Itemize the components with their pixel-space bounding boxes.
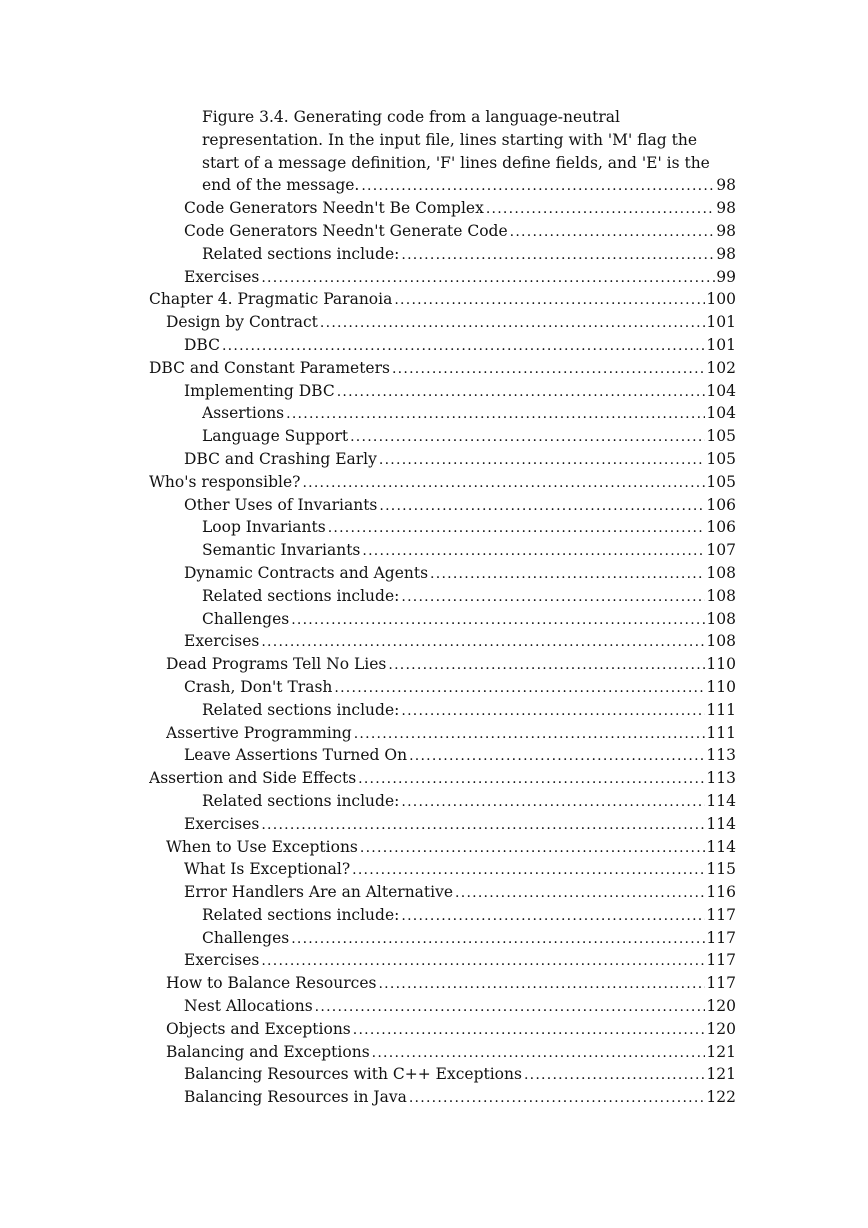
dot-leader [455,882,705,904]
toc-entry-label: Dead Programs Tell No Lies [166,655,387,674]
toc-entry-label: Other Uses of Invariants [184,495,378,514]
toc-entry-label: Exercises [184,632,260,651]
toc-entry[interactable] [202,585,736,608]
toc-entry-page: 114 [706,791,736,810]
dot-leader [401,586,705,608]
toc-entry[interactable] [202,927,736,950]
toc-entry-label: Balancing Resources with C++ Exceptions [184,1065,522,1084]
toc-entry-label: How to Balance Resources [166,974,377,993]
toc-entry[interactable] [166,1041,736,1064]
toc-entry-page: 121 [706,1042,736,1061]
toc-entry-page: 121 [706,1065,736,1084]
dot-leader [388,654,705,676]
toc-entry-label: Implementing DBC [184,381,335,400]
dot-leader [401,791,705,813]
toc-entry-label: Challenges [202,609,290,628]
toc-entries [0,197,868,1109]
dot-leader [291,928,705,950]
toc-entry-page: 115 [706,860,736,879]
toc-entry[interactable] [184,881,736,904]
toc-entry-label: Leave Assertions Turned On [184,746,408,765]
toc-entry[interactable] [149,767,736,790]
toc-entry[interactable] [202,699,736,722]
dot-leader [360,837,706,859]
toc-entry-page: 117 [706,951,736,970]
dot-leader [334,677,705,699]
dot-leader [394,289,705,311]
dot-leader [401,700,705,722]
toc-entry-page: 113 [706,746,736,765]
toc-entry-page: 100 [706,290,736,309]
toc-entry-page: 102 [706,358,736,377]
toc-entry-label: Language Support [202,427,349,446]
dot-leader [261,267,715,289]
dot-leader [430,563,705,585]
toc-entry-page: 117 [706,905,736,924]
toc-entry[interactable] [202,425,736,448]
toc-entry[interactable] [202,790,736,813]
toc-entry-label: Related sections include: [202,586,400,605]
toc-entry[interactable] [166,1018,736,1041]
toc-entry[interactable] [166,722,736,745]
toc-entry[interactable] [184,630,736,653]
dot-leader [401,244,715,266]
toc-entry-label: Balancing Resources in Java [184,1088,407,1107]
toc-entry-label: Exercises [184,951,260,970]
toc-entry-label: Nest Allocations [184,997,313,1016]
toc-entry-label: Assertion and Side Effects [149,769,357,788]
dot-leader [409,745,705,767]
toc-entry-label: Related sections include: [202,700,400,719]
toc-entry-label: Code Generators Needn't Generate Code [184,221,508,240]
toc-entry-page: 108 [706,632,736,651]
toc-entry[interactable] [202,539,736,562]
toc-entry[interactable] [202,243,736,266]
toc-entry[interactable] [166,311,736,334]
dot-leader [261,814,705,836]
toc-entry[interactable] [202,516,736,539]
toc-entry-page: 117 [706,974,736,993]
toc-entry-label: Related sections include: [202,791,400,810]
toc-entry[interactable] [184,380,736,403]
toc-entry-page: 98 [716,221,736,240]
dot-leader [372,1042,706,1064]
dot-leader [350,426,705,448]
toc-entry[interactable] [184,995,736,1018]
toc-entry[interactable] [184,813,736,836]
toc-entry-page: 105 [706,449,736,468]
toc-entry-label: Assertions [202,404,285,423]
toc-entry-label: DBC and Constant Parameters [149,358,390,377]
toc-entry[interactable] [202,608,736,631]
toc-entry[interactable] [184,197,736,220]
dot-leader [510,221,716,243]
dot-leader [378,973,705,995]
toc-entry-label: DBC [184,335,220,354]
toc-entry[interactable] [184,494,736,517]
toc-entry[interactable] [184,266,736,289]
toc-entry[interactable] [184,1063,736,1086]
toc-entry-label: Chapter 4. Pragmatic Paranoia [149,290,393,309]
toc-entry[interactable] [184,949,736,972]
toc-entry-page: 113 [706,769,736,788]
toc-entry-page: 120 [706,1019,736,1038]
toc-entry-page: 106 [706,518,736,537]
toc-entry-page: 110 [706,677,736,696]
toc-entry-page: 114 [706,814,736,833]
dot-leader [328,517,706,539]
toc-entry-page: 105 [706,472,736,491]
toc-entry-page: 98 [716,199,736,218]
toc-entry-label: Semantic Invariants [202,541,361,560]
toc-entry-label: Assertive Programming [166,723,352,742]
dot-leader [379,495,705,517]
figure-caption-line-1: Figure 3.4. Generating code from a language-neutral [202,108,620,126]
dot-leader [353,1019,706,1041]
toc-entry-page: 107 [706,541,736,560]
toc-entry-page: 111 [706,700,736,719]
figure-caption-line-3: start of a message definition, 'F' lines define fields, and 'E' is the [202,153,710,172]
toc-entry[interactable] [149,357,736,380]
toc-entry-label: Error Handlers Are an Alternative [184,883,454,902]
figure-caption-line-2: representation. In the input file, lines starting with 'M' flag the [202,130,697,149]
toc-entry[interactable] [184,858,736,881]
toc-figure-entry[interactable] [202,106,736,174]
toc-entry-page: 101 [706,335,736,354]
toc-entry[interactable] [166,972,736,995]
toc-entry[interactable] [184,744,736,767]
toc-entry[interactable] [166,653,736,676]
toc-entry-page: 104 [706,404,736,423]
dot-leader [524,1064,705,1086]
dot-leader [379,449,706,471]
dot-leader [261,950,705,972]
toc-entry-page: 117 [706,928,736,947]
dot-leader [409,1087,706,1109]
toc-entry-label: Objects and Exceptions [166,1019,351,1038]
toc-entry-page: 98 [716,176,736,195]
toc-entry[interactable] [149,288,736,311]
toc-entry-label: When to Use Exceptions [166,837,358,856]
dot-leader [361,175,715,197]
dot-leader [362,540,705,562]
dot-leader [352,859,705,881]
toc-entry[interactable] [202,402,736,425]
toc-entry-page: 99 [716,267,736,286]
toc-entry[interactable] [184,334,736,357]
toc-entry-page: 101 [706,313,736,332]
dot-leader [286,403,705,425]
toc-entry-page: 105 [706,427,736,446]
dot-leader [222,335,705,357]
table-of-contents [0,106,868,1109]
dot-leader [320,312,705,334]
toc-entry-label: What Is Exceptional? [184,860,351,879]
toc-entry-label: Related sections include: [202,905,400,924]
toc-entry-page: 108 [706,563,736,582]
toc-entry-label: Dynamic Contracts and Agents [184,563,429,582]
toc-entry-page: 108 [706,609,736,628]
toc-entry-label: Exercises [184,267,260,286]
toc-entry-label: Code Generators Needn't Be Complex [184,199,484,218]
toc-entry[interactable] [184,1086,736,1109]
toc-entry[interactable] [184,220,736,243]
dot-leader [358,768,705,790]
dot-leader [354,723,706,745]
dot-leader [315,996,706,1018]
toc-entry[interactable] [184,448,736,471]
toc-entry-page: 104 [706,381,736,400]
toc-entry-page: 111 [706,723,736,742]
dot-leader [401,905,705,927]
toc-entry-label: Exercises [184,814,260,833]
toc-entry-label: DBC and Crashing Early [184,449,377,468]
dot-leader [261,631,705,653]
toc-entry-label: Challenges [202,928,290,947]
toc-entry-page: 98 [716,244,736,263]
toc-figure-entry-last-line[interactable] [202,174,736,197]
toc-entry-page: 116 [706,883,736,902]
toc-entry-label: end of the message. [202,176,360,195]
dot-leader [337,381,706,403]
dot-leader [302,472,705,494]
toc-entry-label: Related sections include: [202,244,400,263]
toc-entry[interactable] [202,904,736,927]
toc-entry-label: Balancing and Exceptions [166,1042,370,1061]
toc-entry-label: Who's responsible? [149,472,301,491]
dot-leader [392,358,705,380]
toc-entry-label: Loop Invariants [202,518,326,537]
toc-entry-page: 106 [706,495,736,514]
dot-leader [486,198,715,220]
toc-entry-page: 120 [706,997,736,1016]
toc-entry[interactable] [184,562,736,585]
toc-entry[interactable] [149,471,736,494]
toc-entry[interactable] [166,836,736,859]
toc-entry-page: 110 [706,655,736,674]
toc-entry-page: 108 [706,586,736,605]
toc-entry[interactable] [184,676,736,699]
toc-entry-label: Crash, Don't Trash [184,677,333,696]
toc-entry-page: 122 [706,1088,736,1107]
toc-entry-page: 114 [706,837,736,856]
dot-leader [291,609,705,631]
toc-entry-label: Design by Contract [166,313,318,332]
